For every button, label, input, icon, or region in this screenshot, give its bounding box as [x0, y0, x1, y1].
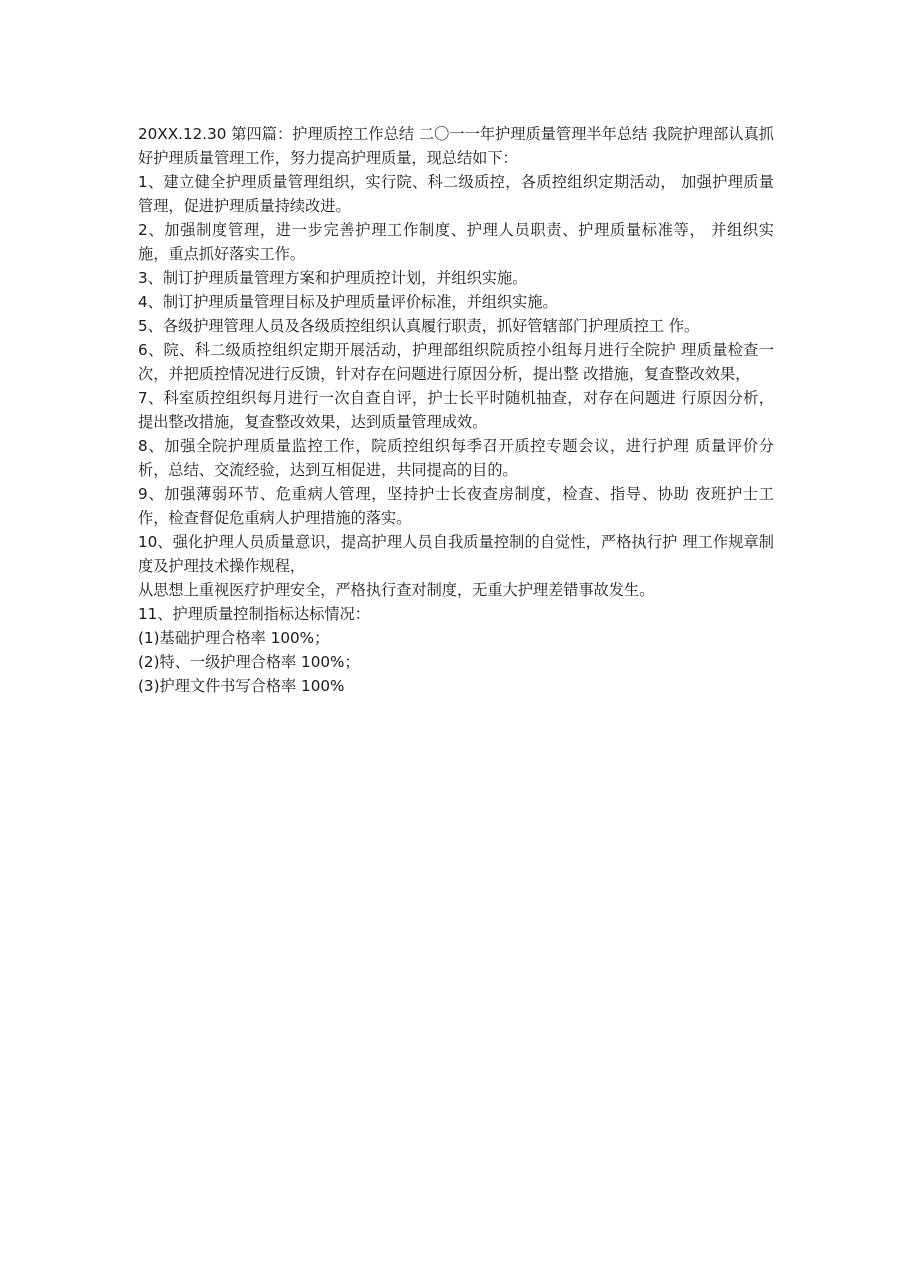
document-paragraph-6: 6、院、科二级质控组织定期开展活动，护理部组织院质控小组每月进行全院护 理质量检查一次，并把质控情况进行反馈，针对存在问题进行原因分析，提出整 改措施，复查整改效果， [138, 341, 774, 383]
document-paragraph-3: 3、制订护理质量管理方案和护理质控计划，并组织实施。 [138, 269, 528, 287]
document-paragraph-11: 11、护理质量控制指标达标情况： [138, 605, 370, 623]
document-paragraph-10-continued: 从思想上重视医疗护理安全，严格执行查对制度，无重大护理差错事故发生。 [138, 581, 655, 599]
document-paragraph-7: 7、科室质控组织每月进行一次自查自评，护士长平时随机抽查，对存在问题进 行原因分析，提出整改措施，复查整改效果，达到质量管理成效。 [138, 389, 774, 431]
document-paragraph-intro: 20XX.12.30 第四篇：护理质控工作总结 二〇一一年护理质量管理半年总结 我院护理部认真抓好护理质量管理工作，努力提高护理质量，现总结如下： [138, 125, 774, 167]
document-paragraph-10: 10、强化护理人员质量意识，提高护理人员自我质量控制的自觉性，严格执行护 理工作规章制度及护理技术操作规程， [138, 533, 774, 575]
document-paragraph-5: 5、各级护理管理人员及各级质控组织认真履行职责，抓好管辖部门护理质控工 作。 [138, 317, 700, 335]
document-page [138, 122, 774, 698]
document-paragraph-9: 9、加强薄弱环节、危重病人管理，坚持护士长夜查房制度，检查、指导、协助 夜班护士工作，检查督促危重病人护理措施的落实。 [138, 485, 774, 527]
document-list-item-2: (2)特、一级护理合格率 100%； [138, 653, 360, 671]
document-paragraph-2: 2、加强制度管理，进一步完善护理工作制度、护理人员职责、护理质量标准等， 并组织实施，重点抓好落实工作。 [138, 221, 774, 263]
document-list-item-3: (3)护理文件书写合格率 100% [138, 677, 345, 695]
document-paragraph-1: 1、建立健全护理质量管理组织，实行院、科二级质控，各质控组织定期活动， 加强护理质量管理，促进护理质量持续改进。 [138, 173, 774, 215]
document-paragraph-8: 8、加强全院护理质量监控工作，院质控组织每季召开质控专题会议，进行护理 质量评价分析，总结、交流经验，达到互相促进，共同提高的目的。 [138, 437, 774, 479]
document-paragraph-4: 4、制订护理质量管理目标及护理质量评价标准，并组织实施。 [138, 293, 558, 311]
document-list-item-1: (1)基础护理合格率 100%； [138, 629, 330, 647]
